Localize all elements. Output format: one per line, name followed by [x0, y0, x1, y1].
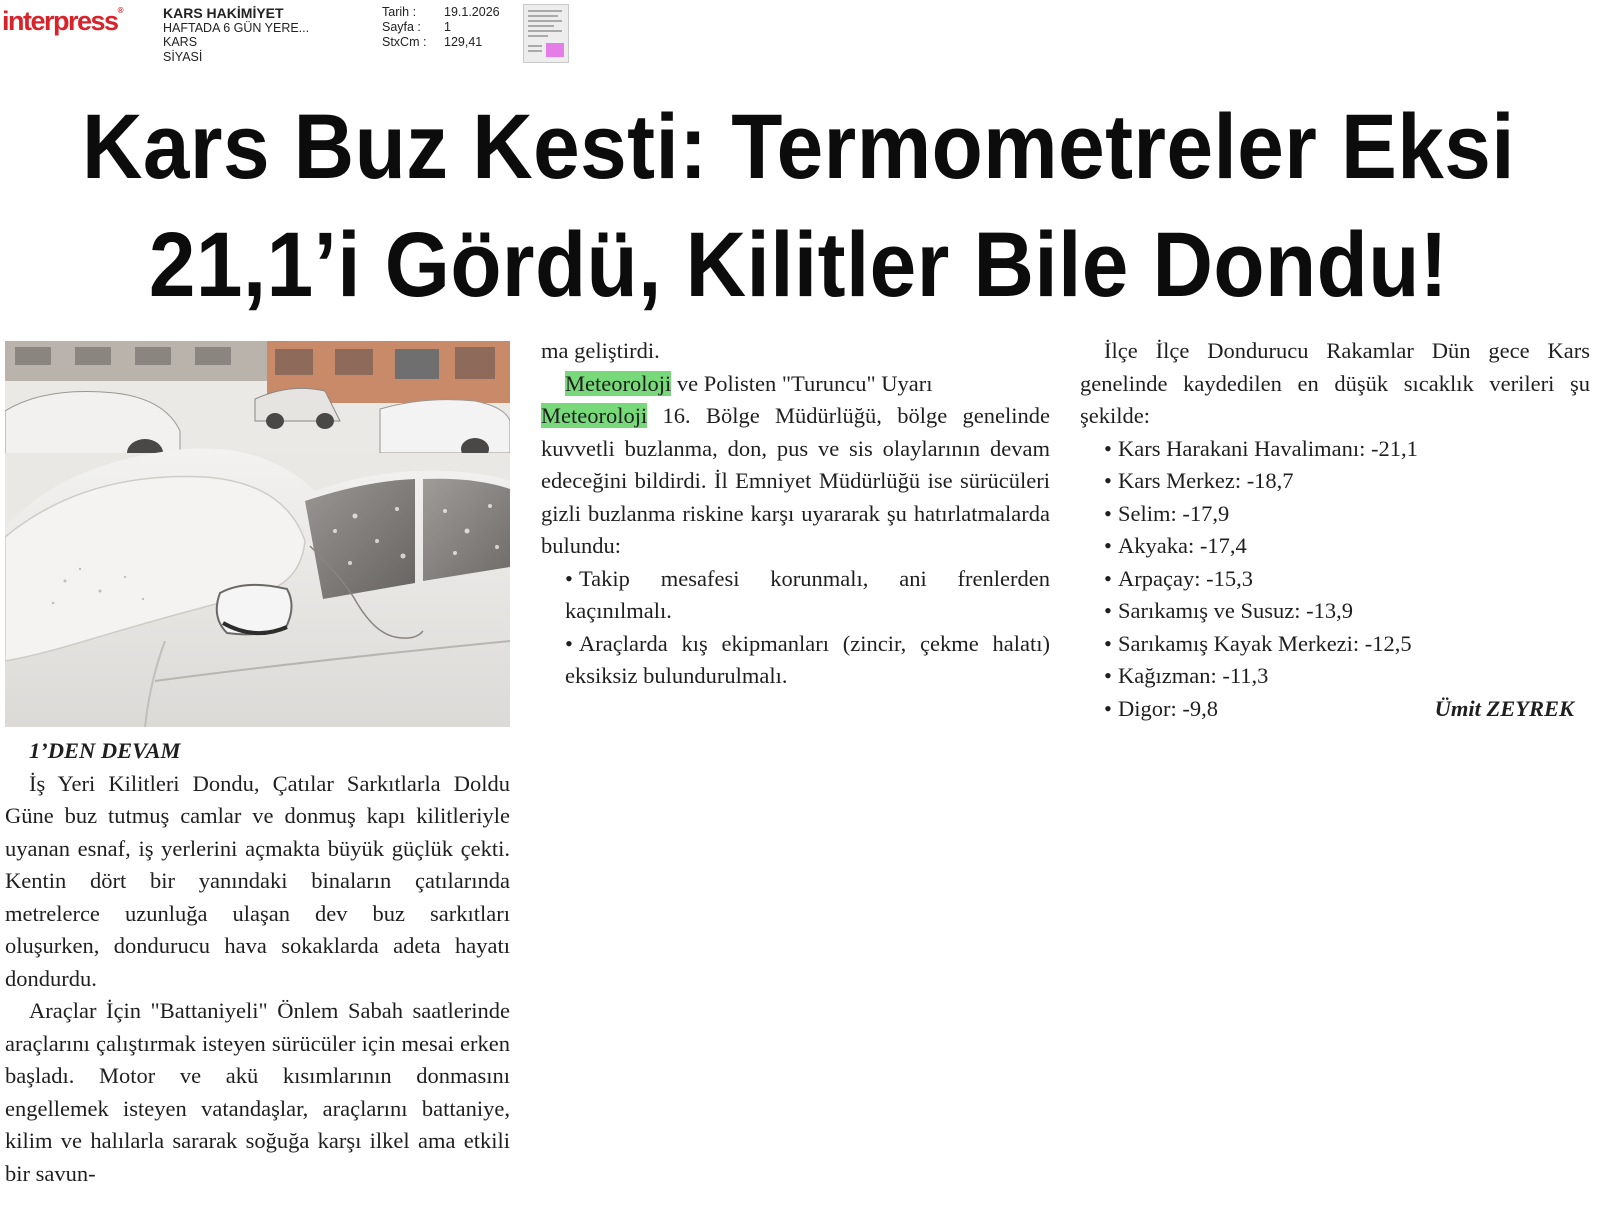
headline-line-1: Kars Buz Kesti: Termometreler Eksi	[81, 96, 1516, 198]
page-thumbnail	[523, 4, 569, 63]
page-label: Sayfa :	[382, 20, 421, 34]
article-highlight-box	[546, 43, 564, 57]
stxcm-label: StxCm :	[382, 35, 427, 49]
headline-line-2: 21,1’i Gördü, Kilitler Bile Dondu!	[148, 214, 1449, 316]
date-value: 19.1.2026	[444, 5, 500, 19]
last-reading-row	[1080, 693, 1590, 726]
paragraph-continuation: ma geliştirdi.	[541, 338, 660, 363]
paragraph-lock-freeze: İş Yeri Kilitleri Dondu, Çatılar Sarkıtlarla Doldu Güne buz tutmuş camlar ve donmuş kapı kilitleriyle uyanan esnaf, iş yerlerini açmakta büyük güçlük çekti. Kentin dört bir yanındaki binaların çatılarında metrelerce uzunluğa ulaşan dev buz sarkıtları oluşurken, dondurucu hava sokaklarda adeta hayatı dondurdu.	[5, 770, 510, 991]
list-item: • Kağızman: -11,3	[1080, 660, 1590, 693]
paragraph-blanket-measure: Araçlar İçin "Battaniyeli" Önlem Sabah saatlerinde araçlarını çalıştırmak isteyen sürücüler için mesai erken başladı. Motor ve akü kısımlarının donmasını engellemek isteyen vatandaşlar, araçlarını battaniye, kilim ve halılarla sararak soğuğa karşı ilkel ama etkili bir savun-	[5, 998, 510, 1186]
list-item: • Sarıkamış ve Susuz: -13,9	[1080, 595, 1590, 628]
paragraph-meteorology: Meteoroloji 16. Bölge Müdürlüğü, bölge genelinde kuvvetli buzlanma, don, pus ve sis olaylarının devam edeceğini bildirdi. İl Emniyet Müdürlüğü ise sürücüleri gizli buzlanma riskine karşı uyararak şu hatırlatmalarda bulundu:	[541, 403, 1050, 558]
stxcm-value: 129,41	[444, 35, 483, 49]
author-byline: Ümit ZEYREK	[1434, 695, 1574, 721]
date-label: Tarih :	[382, 5, 417, 19]
highlighted-keyword: Meteoroloji	[541, 403, 648, 428]
publication-name: KARS HAKİMİYET	[163, 5, 284, 21]
bullet-icon: •	[1104, 695, 1112, 721]
paragraph-temperature-intro: İlçe İlçe Dondurucu Rakamlar Dün gece Kars genelinde kaydedilen en düşük sıcaklık verileri şu şekilde:	[1080, 338, 1590, 428]
continued-label: 1’DEN DEVAM	[29, 738, 181, 763]
bullet-icon: •	[1104, 435, 1112, 461]
interpress-logo: interpress®	[2, 6, 124, 36]
list-item: • Digor: -9,8	[1104, 693, 1218, 726]
bullet-icon: •	[565, 565, 573, 591]
list-item: • Kars Merkez: -18,7	[1080, 465, 1590, 498]
paragraph-warning-title: Meteoroloji ve Polisten "Turuncu" Uyarı	[565, 370, 933, 396]
bullet-icon: •	[1104, 598, 1112, 623]
snow-car-photo	[5, 341, 510, 727]
article-column-3	[1080, 335, 1590, 725]
publication-category: SİYASİ	[163, 49, 203, 64]
list-item: • Kars Harakani Havalimanı: -21,1	[1080, 433, 1590, 466]
list-item: • Sarıkamış Kayak Merkezi: -12,5	[1080, 628, 1590, 661]
page-value: 1	[444, 20, 451, 34]
bullet-icon: •	[1104, 500, 1112, 526]
article-headline	[72, 88, 1525, 324]
article-column-2	[541, 335, 1050, 693]
list-item: • Arpaçay: -15,3	[1080, 563, 1590, 596]
bullet-icon: •	[1104, 533, 1112, 558]
publication-city: KARS	[163, 35, 198, 49]
publication-frequency: HAFTADA 6 GÜN YERE...	[163, 20, 310, 35]
list-item: • Selim: -17,9	[1080, 498, 1590, 531]
bullet-icon: •	[1104, 630, 1112, 656]
publication-info	[163, 6, 309, 64]
bullet-icon: •	[1104, 468, 1112, 493]
clipping-meta	[382, 5, 500, 50]
highlighted-keyword: Meteoroloji	[565, 370, 672, 396]
list-item: • Araçlarda kış ekipmanları (zincir, çekme halatı) eksiksiz bulundurulmalı.	[541, 628, 1050, 693]
list-item: • Takip mesafesi korunmalı, ani frenlerden kaçınılmalı.	[541, 563, 1050, 628]
bullet-icon: •	[1104, 565, 1112, 591]
bullet-icon: •	[565, 630, 573, 656]
article-column-1	[5, 735, 510, 1190]
list-item: • Akyaka: -17,4	[1080, 530, 1590, 563]
bullet-icon: •	[1104, 663, 1112, 688]
